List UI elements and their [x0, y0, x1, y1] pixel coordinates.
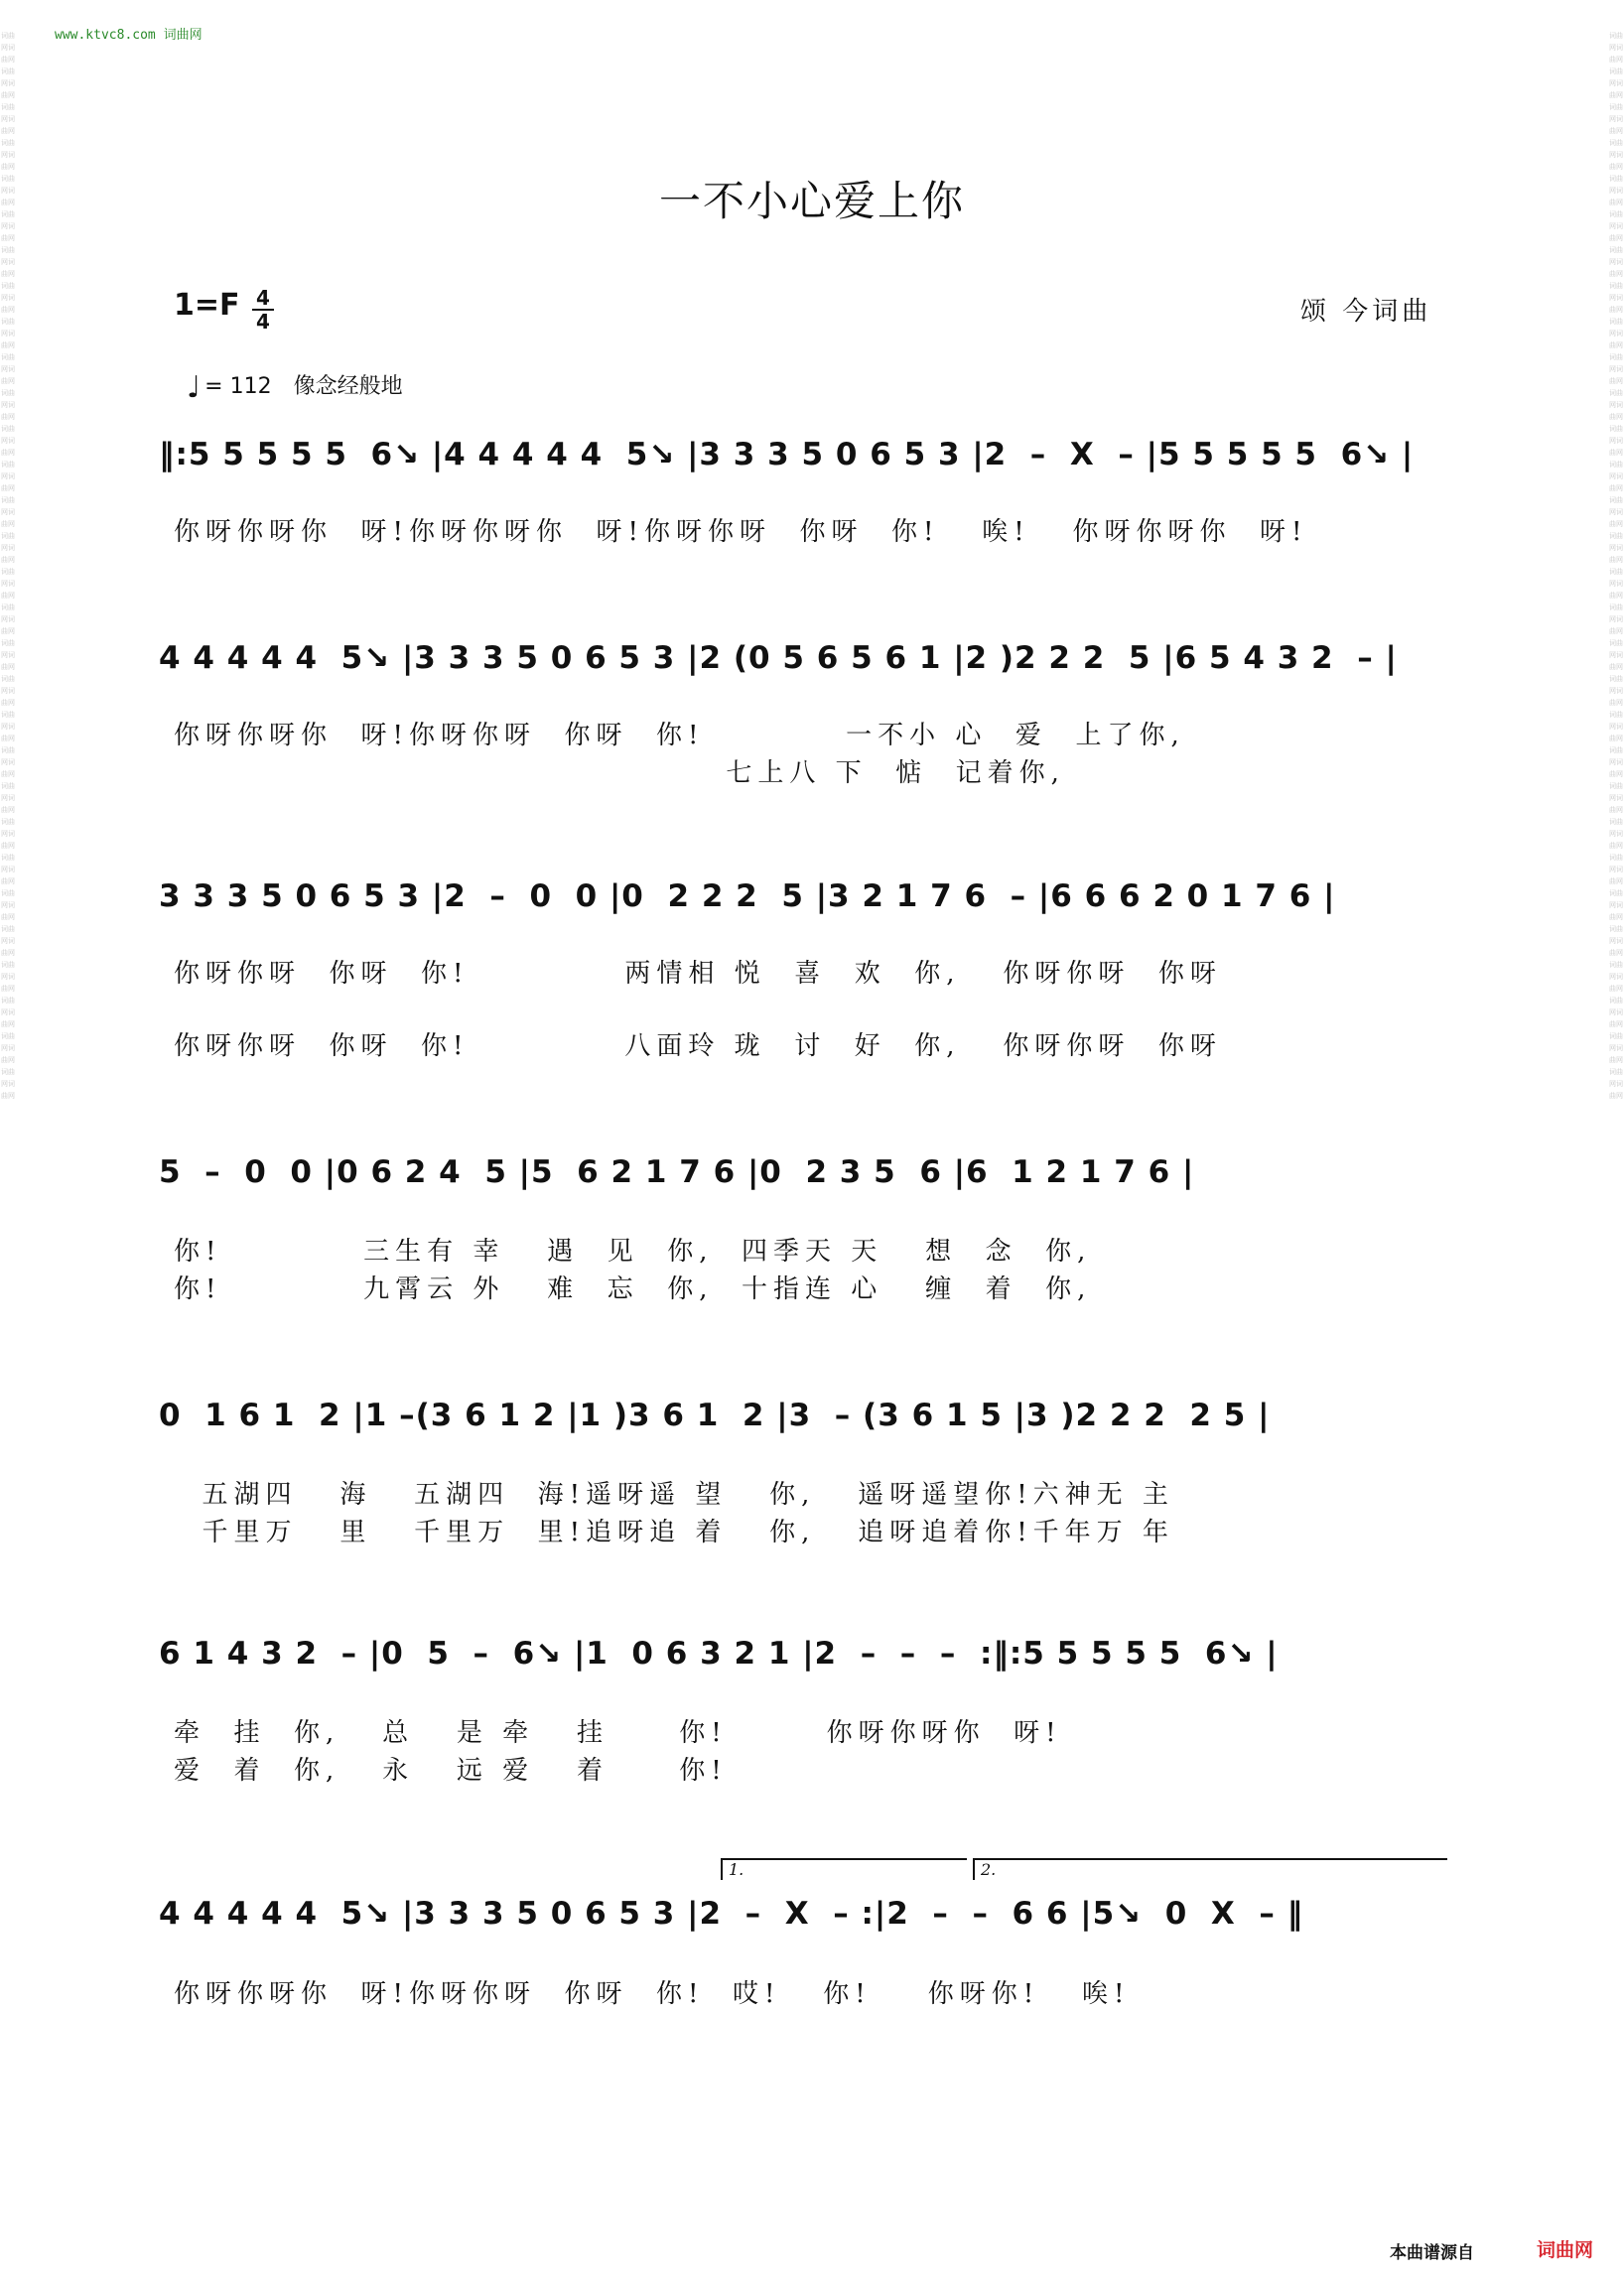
right-watermark-strip: 词曲网词曲网词曲网词曲网词曲网词曲网词曲网词曲网词曲网词曲网词曲网词曲网词曲网词曲网词曲网词曲网词曲网词曲网词曲网词曲网词曲网词曲网词曲网词曲网词曲网词曲网词曲网词曲网词曲网词曲网词曲网词曲网词曲网词曲网词曲网词曲网词曲网词曲网词曲网词曲网词曲网词曲网词曲网词曲网词曲网词曲网词曲网词曲网词曲网词曲网词曲网词曲网词曲网词曲网词曲网词曲网词曲网词曲网词曲网词曲网	[1609, 32, 1623, 1100]
lyric-line: 你! 九霄云 外 难 忘 你, 十指连 心 缠 着 你,	[174, 1274, 1092, 1304]
composer-credit: 颂 今词曲	[1300, 297, 1432, 327]
notation-line: 5 – 0 0 |0 6 2 4 5 |5 6 2 1 7 6 |0 2 3 5 6 |6 1 2 1 7 6 |	[159, 1154, 1195, 1190]
site-header-watermark: www.ktvc8.com 词曲网	[55, 28, 203, 43]
footer-brand-link[interactable]: 词曲网	[1537, 2239, 1594, 2261]
notation-line: 4 4 4 4 4 5↘ |3 3 3 5 0 6 5 3 |2 (0 5 6 5 6 1 |2 )2 2 2 5 |6 5 4 3 2 – |	[159, 640, 1398, 676]
lyric-line: 你呀你呀你 呀!你呀你呀你 呀!你呀你呀 你呀 你! 唉! 你呀你呀你 呀!	[174, 517, 1308, 547]
notation-line: 4 4 4 4 4 5↘ |3 3 3 5 0 6 5 3 |2 – X – :|2 – – 6 6 |5↘ 0 X – ‖	[159, 1896, 1304, 1932]
tempo-value: = 112	[204, 374, 272, 399]
time-signature-top: 4	[256, 286, 270, 310]
second-ending-bracket: 2.	[973, 1858, 1447, 1880]
tempo-marking	[187, 369, 403, 405]
lyric-line: 七上八 下 惦 记着你,	[174, 758, 1065, 788]
lyric-line: 你呀你呀 你呀 你! 两情相 悦 喜 欢 你, 你呀你呀 你呀	[174, 959, 1222, 989]
lyric-line: 牵 挂 你, 总 是 牵 挂 你! 你呀你呀你 呀!	[174, 1718, 1062, 1748]
lyric-line: 你呀你呀你 呀!你呀你呀 你呀 你! 哎! 你! 你呀你! 唉!	[174, 1979, 1131, 2009]
lyric-line: 你呀你呀你 呀!你呀你呀 你呀 你! 一不小 心 爱 上了你,	[174, 721, 1185, 750]
left-watermark-strip: 词曲网词曲网词曲网词曲网词曲网词曲网词曲网词曲网词曲网词曲网词曲网词曲网词曲网词曲网词曲网词曲网词曲网词曲网词曲网词曲网词曲网词曲网词曲网词曲网词曲网词曲网词曲网词曲网词曲网词曲网词曲网词曲网词曲网词曲网词曲网词曲网词曲网词曲网词曲网词曲网词曲网词曲网词曲网词曲网词曲网词曲网词曲网词曲网词曲网词曲网词曲网词曲网词曲网词曲网词曲网词曲网词曲网词曲网词曲网词曲网	[1, 32, 15, 1100]
quarter-note-icon: ♩	[187, 370, 202, 405]
time-signature-bottom: 4	[256, 310, 270, 334]
footer-source-label: 本曲谱源自	[1390, 2243, 1474, 2263]
song-title: 一不小心爱上你	[658, 177, 965, 225]
lyric-line: 你呀你呀 你呀 你! 八面玲 珑 讨 好 你, 你呀你呀 你呀	[174, 1031, 1222, 1061]
lyric-line: 你! 三生有 幸 遇 见 你, 四季天 天 想 念 你,	[174, 1237, 1092, 1267]
notation-line: 6 1 4 3 2 – |0 5 – 6↘ |1 0 6 3 2 1 |2 – – – :‖:5 5 5 5 5 6↘ |	[159, 1636, 1279, 1672]
first-ending-bracket: 1.	[721, 1858, 967, 1880]
lyric-line: 千里万 里 千里万 里!追呀追 着 你, 追呀追着你!千年万 年	[174, 1518, 1174, 1547]
notation-line: 0 1 6 1 2 |1 –(3 6 1 2 |1 )3 6 1 2 |3 – (3 6 1 5 |3 )2 2 2 2 5 |	[159, 1398, 1271, 1433]
expression-marking: 像念经般地	[293, 374, 403, 399]
notation-line: ‖:5 5 5 5 5 6↘ |4 4 4 4 4 5↘ |3 3 3 5 0 6 5 3 |2 – X – |5 5 5 5 5 6↘ |	[159, 437, 1415, 472]
key-signature: 1=F	[174, 288, 240, 323]
lyric-line: 五湖四 海 五湖四 海!遥呀遥 望 你, 遥呀遥望你!六神无 主	[174, 1480, 1174, 1510]
notation-line: 3 3 3 5 0 6 5 3 |2 – 0 0 |0 2 2 2 5 |3 2 1 7 6 – |6 6 6 2 0 1 7 6 |	[159, 878, 1336, 914]
lyric-line: 爱 着 你, 永 远 爱 着 你!	[174, 1756, 728, 1786]
time-signature	[252, 288, 274, 332]
